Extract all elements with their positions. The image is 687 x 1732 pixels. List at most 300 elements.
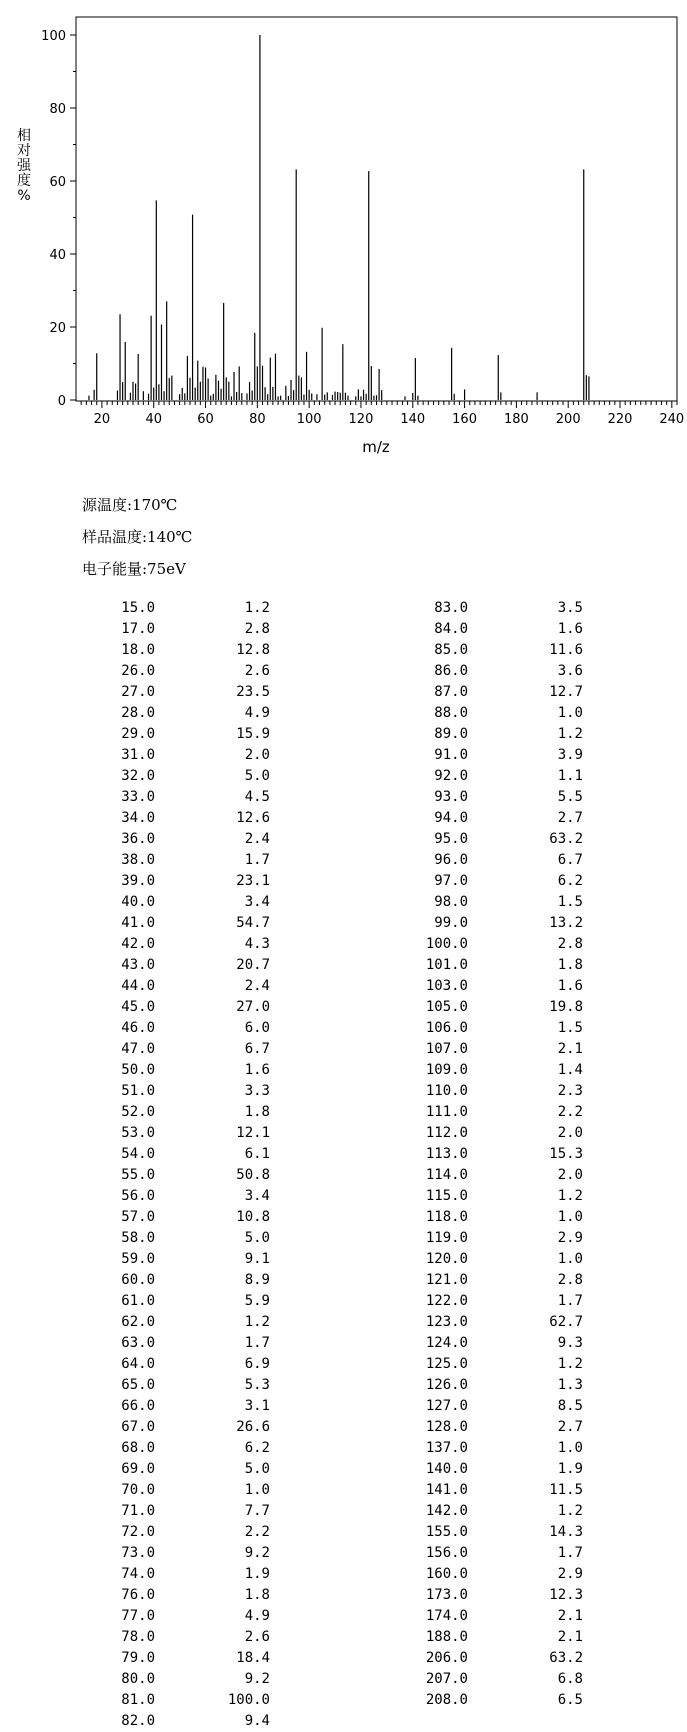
mz-value: 111.0 bbox=[425, 1104, 468, 1120]
mz-value: 18.0 bbox=[121, 642, 155, 658]
abundance-value: 5.9 bbox=[244, 1293, 270, 1309]
mz-value: 79.0 bbox=[121, 1650, 155, 1666]
mz-value: 28.0 bbox=[121, 705, 155, 721]
table-row bbox=[418, 1270, 583, 1291]
table-row bbox=[418, 1543, 583, 1564]
x-tick-label: 80 bbox=[249, 412, 266, 427]
table-row bbox=[105, 1480, 270, 1501]
abundance-value: 11.5 bbox=[549, 1482, 583, 1498]
abundance-value: 1.8 bbox=[244, 1587, 270, 1603]
abundance-value: 1.3 bbox=[557, 1377, 583, 1393]
x-tick-label: 160 bbox=[452, 412, 477, 427]
abundance-value: 4.9 bbox=[244, 1608, 270, 1624]
y-axis-label-char: 相 bbox=[17, 128, 31, 144]
table-row bbox=[418, 1522, 583, 1543]
table-row bbox=[105, 976, 270, 997]
mz-value: 85.0 bbox=[434, 642, 468, 658]
table-row bbox=[418, 997, 583, 1018]
mz-value: 33.0 bbox=[121, 789, 155, 805]
table-row bbox=[418, 1207, 583, 1228]
table-row bbox=[105, 1354, 270, 1375]
table-row bbox=[105, 745, 270, 766]
abundance-value: 50.8 bbox=[236, 1167, 270, 1183]
mz-value: 140.0 bbox=[425, 1461, 468, 1477]
abundance-value: 6.5 bbox=[557, 1692, 583, 1708]
table-row bbox=[418, 1144, 583, 1165]
mz-value: 74.0 bbox=[121, 1566, 155, 1582]
table-row bbox=[105, 1186, 270, 1207]
mz-value: 86.0 bbox=[434, 663, 468, 679]
abundance-value: 2.3 bbox=[557, 1083, 583, 1099]
abundance-value: 1.9 bbox=[244, 1566, 270, 1582]
y-axis-label bbox=[17, 127, 32, 204]
y-tick-label: 80 bbox=[49, 102, 66, 117]
mz-value: 122.0 bbox=[425, 1293, 468, 1309]
table-row bbox=[105, 1207, 270, 1228]
table-row bbox=[418, 1564, 583, 1585]
table-row bbox=[418, 976, 583, 997]
x-tick-label: 240 bbox=[659, 412, 685, 427]
mz-value: 68.0 bbox=[121, 1440, 155, 1456]
table-row bbox=[418, 1417, 583, 1438]
table-row bbox=[418, 1039, 583, 1060]
table-row bbox=[418, 766, 583, 787]
x-tick-label: 40 bbox=[145, 412, 162, 427]
table-row bbox=[105, 1522, 270, 1543]
y-tick-label: 40 bbox=[49, 248, 66, 263]
table-row bbox=[418, 745, 583, 766]
abundance-value: 15.3 bbox=[549, 1146, 583, 1162]
abundance-value: 2.9 bbox=[557, 1230, 583, 1246]
mz-value: 97.0 bbox=[434, 873, 468, 889]
table-row bbox=[105, 598, 270, 619]
abundance-value: 1.9 bbox=[557, 1461, 583, 1477]
table-row bbox=[418, 829, 583, 850]
abundance-value: 3.3 bbox=[244, 1083, 270, 1099]
table-row bbox=[418, 1312, 583, 1333]
mz-value: 208.0 bbox=[425, 1692, 468, 1708]
mz-value: 70.0 bbox=[121, 1482, 155, 1498]
abundance-value: 63.2 bbox=[549, 1650, 583, 1666]
table-row bbox=[105, 640, 270, 661]
abundance-value: 1.0 bbox=[557, 1440, 583, 1456]
abundance-value: 12.3 bbox=[549, 1587, 583, 1603]
mz-value: 82.0 bbox=[121, 1713, 155, 1729]
table-row bbox=[418, 703, 583, 724]
abundance-value: 1.0 bbox=[557, 1209, 583, 1225]
abundance-value: 5.5 bbox=[557, 789, 583, 805]
table-row bbox=[418, 1396, 583, 1417]
abundance-value: 13.2 bbox=[549, 915, 583, 931]
table-row bbox=[418, 598, 583, 619]
x-tick-label: 220 bbox=[607, 412, 633, 427]
mz-value: 67.0 bbox=[121, 1419, 155, 1435]
abundance-value: 2.9 bbox=[557, 1566, 583, 1582]
mz-value: 60.0 bbox=[121, 1272, 155, 1288]
mz-value: 93.0 bbox=[434, 789, 468, 805]
abundance-value: 2.1 bbox=[557, 1629, 583, 1645]
table-row bbox=[105, 1396, 270, 1417]
table-row bbox=[418, 682, 583, 703]
table-row bbox=[418, 1606, 583, 1627]
table-row bbox=[418, 850, 583, 871]
abundance-value: 1.8 bbox=[244, 1104, 270, 1120]
mz-value: 99.0 bbox=[434, 915, 468, 931]
abundance-value: 6.2 bbox=[244, 1440, 270, 1456]
mz-value: 83.0 bbox=[434, 600, 468, 616]
mz-value: 27.0 bbox=[121, 684, 155, 700]
abundance-value: 3.4 bbox=[244, 894, 270, 910]
abundance-value: 2.4 bbox=[244, 978, 270, 994]
abundance-value: 1.7 bbox=[244, 852, 270, 868]
mz-value: 127.0 bbox=[425, 1398, 468, 1414]
abundance-value: 3.1 bbox=[244, 1398, 270, 1414]
mz-value: 142.0 bbox=[425, 1503, 468, 1519]
abundance-value: 20.7 bbox=[236, 957, 270, 973]
mz-value: 87.0 bbox=[434, 684, 468, 700]
table-row bbox=[418, 955, 583, 976]
mz-value: 81.0 bbox=[121, 1692, 155, 1708]
table-row bbox=[105, 1270, 270, 1291]
abundance-value: 5.3 bbox=[244, 1377, 270, 1393]
mz-value: 51.0 bbox=[121, 1083, 155, 1099]
table-row bbox=[105, 1102, 270, 1123]
mz-value: 123.0 bbox=[425, 1314, 468, 1330]
mz-value: 137.0 bbox=[425, 1440, 468, 1456]
abundance-value: 7.7 bbox=[244, 1503, 270, 1519]
table-row bbox=[105, 1459, 270, 1480]
mz-value: 77.0 bbox=[121, 1608, 155, 1624]
abundance-value: 62.7 bbox=[549, 1314, 583, 1330]
mz-value: 59.0 bbox=[121, 1251, 155, 1267]
abundance-value: 6.2 bbox=[557, 873, 583, 889]
table-row bbox=[418, 1585, 583, 1606]
table-row bbox=[105, 808, 270, 829]
abundance-value: 2.8 bbox=[557, 936, 583, 952]
table-row bbox=[418, 808, 583, 829]
table-row bbox=[418, 1165, 583, 1186]
mz-value: 173.0 bbox=[425, 1587, 468, 1603]
table-row bbox=[418, 1501, 583, 1522]
table-row bbox=[105, 1333, 270, 1354]
abundance-value: 1.0 bbox=[244, 1482, 270, 1498]
mz-value: 107.0 bbox=[425, 1041, 468, 1057]
abundance-value: 6.7 bbox=[244, 1041, 270, 1057]
mz-value: 160.0 bbox=[425, 1566, 468, 1582]
mz-value: 52.0 bbox=[121, 1104, 155, 1120]
table-row bbox=[418, 1648, 583, 1669]
abundance-value: 1.0 bbox=[557, 1251, 583, 1267]
abundance-value: 6.8 bbox=[557, 1671, 583, 1687]
abundance-value: 5.0 bbox=[244, 1230, 270, 1246]
table-row bbox=[418, 1291, 583, 1312]
abundance-value: 2.8 bbox=[557, 1272, 583, 1288]
abundance-value: 2.2 bbox=[244, 1524, 270, 1540]
mz-value: 78.0 bbox=[121, 1629, 155, 1645]
table-row bbox=[105, 829, 270, 850]
mz-value: 55.0 bbox=[121, 1167, 155, 1183]
y-axis-label-char: 度 bbox=[17, 173, 31, 189]
table-row bbox=[105, 703, 270, 724]
table-row bbox=[105, 1543, 270, 1564]
mz-value: 44.0 bbox=[121, 978, 155, 994]
table-row bbox=[418, 1102, 583, 1123]
table-row bbox=[418, 1060, 583, 1081]
mz-value: 50.0 bbox=[121, 1062, 155, 1078]
abundance-value: 5.0 bbox=[244, 768, 270, 784]
abundance-value: 5.0 bbox=[244, 1461, 270, 1477]
table-row bbox=[105, 1228, 270, 1249]
y-tick-label: 20 bbox=[49, 321, 66, 336]
mz-value: 207.0 bbox=[425, 1671, 468, 1687]
table-row bbox=[105, 1501, 270, 1522]
mz-value: 100.0 bbox=[425, 936, 468, 952]
mz-value: 53.0 bbox=[121, 1125, 155, 1141]
x-tick-label: 120 bbox=[348, 412, 374, 427]
abundance-value: 11.6 bbox=[549, 642, 583, 658]
abundance-value: 19.8 bbox=[549, 999, 583, 1015]
table-row bbox=[418, 1249, 583, 1270]
abundance-value: 1.1 bbox=[557, 768, 583, 784]
mz-value: 106.0 bbox=[425, 1020, 468, 1036]
table-row bbox=[418, 787, 583, 808]
mz-value: 115.0 bbox=[425, 1188, 468, 1204]
mz-value: 110.0 bbox=[425, 1083, 468, 1099]
mz-value: 114.0 bbox=[425, 1167, 468, 1183]
table-row bbox=[105, 682, 270, 703]
mz-value: 15.0 bbox=[121, 600, 155, 616]
table-row bbox=[418, 913, 583, 934]
abundance-value: 1.2 bbox=[557, 1356, 583, 1372]
abundance-value: 4.5 bbox=[244, 789, 270, 805]
mz-value: 92.0 bbox=[434, 768, 468, 784]
mz-value: 120.0 bbox=[425, 1251, 468, 1267]
abundance-value: 1.8 bbox=[557, 957, 583, 973]
mz-value: 126.0 bbox=[425, 1377, 468, 1393]
source-temperature: 源温度:170℃ bbox=[82, 496, 178, 514]
abundance-value: 18.4 bbox=[236, 1650, 270, 1666]
y-tick-label: 0 bbox=[57, 394, 66, 409]
mz-value: 66.0 bbox=[121, 1398, 155, 1414]
table-row bbox=[105, 1039, 270, 1060]
mz-value: 63.0 bbox=[121, 1335, 155, 1351]
table-row bbox=[418, 619, 583, 640]
table-row bbox=[418, 1669, 583, 1690]
table-row bbox=[105, 955, 270, 976]
abundance-value: 26.6 bbox=[236, 1419, 270, 1435]
abundance-value: 27.0 bbox=[236, 999, 270, 1015]
mz-value: 54.0 bbox=[121, 1146, 155, 1162]
abundance-value: 9.3 bbox=[557, 1335, 583, 1351]
abundance-value: 3.5 bbox=[557, 600, 583, 616]
table-row bbox=[105, 1291, 270, 1312]
abundance-value: 1.6 bbox=[244, 1062, 270, 1078]
abundance-value: 1.5 bbox=[557, 894, 583, 910]
mz-value: 42.0 bbox=[121, 936, 155, 952]
mz-value: 109.0 bbox=[425, 1062, 468, 1078]
mz-value: 121.0 bbox=[425, 1272, 468, 1288]
x-axis-label: m/z bbox=[362, 438, 390, 456]
mz-value: 64.0 bbox=[121, 1356, 155, 1372]
abundance-value: 12.7 bbox=[549, 684, 583, 700]
mz-value: 69.0 bbox=[121, 1461, 155, 1477]
abundance-value: 2.7 bbox=[557, 1419, 583, 1435]
table-row bbox=[105, 1585, 270, 1606]
mz-value: 88.0 bbox=[434, 705, 468, 721]
peak-table-left bbox=[105, 598, 270, 1732]
mz-value: 41.0 bbox=[121, 915, 155, 931]
table-row bbox=[418, 1186, 583, 1207]
table-row bbox=[105, 1438, 270, 1459]
abundance-value: 1.2 bbox=[557, 726, 583, 742]
mz-value: 62.0 bbox=[121, 1314, 155, 1330]
y-axis-label-char: 强 bbox=[17, 158, 31, 174]
mz-value: 61.0 bbox=[121, 1293, 155, 1309]
peak-table-right bbox=[418, 598, 583, 1711]
mass-spectrum-chart bbox=[0, 0, 687, 470]
mz-value: 80.0 bbox=[121, 1671, 155, 1687]
mz-value: 84.0 bbox=[434, 621, 468, 637]
abundance-value: 3.9 bbox=[557, 747, 583, 763]
x-axis-ticks bbox=[81, 401, 684, 427]
mz-value: 45.0 bbox=[121, 999, 155, 1015]
abundance-value: 2.2 bbox=[557, 1104, 583, 1120]
abundance-value: 4.9 bbox=[244, 705, 270, 721]
abundance-value: 1.2 bbox=[244, 1314, 270, 1330]
mz-value: 38.0 bbox=[121, 852, 155, 868]
x-tick-label: 200 bbox=[555, 412, 581, 427]
table-row bbox=[418, 934, 583, 955]
table-row bbox=[105, 619, 270, 640]
mz-value: 29.0 bbox=[121, 726, 155, 742]
table-row bbox=[105, 913, 270, 934]
mz-value: 47.0 bbox=[121, 1041, 155, 1057]
abundance-value: 12.6 bbox=[236, 810, 270, 826]
table-row bbox=[105, 1144, 270, 1165]
table-row bbox=[418, 1018, 583, 1039]
table-row bbox=[105, 766, 270, 787]
abundance-value: 54.7 bbox=[236, 915, 270, 931]
abundance-value: 1.5 bbox=[557, 1020, 583, 1036]
abundance-value: 2.6 bbox=[244, 663, 270, 679]
mz-value: 113.0 bbox=[425, 1146, 468, 1162]
abundance-value: 12.8 bbox=[236, 642, 270, 658]
table-row bbox=[418, 1627, 583, 1648]
mz-value: 125.0 bbox=[425, 1356, 468, 1372]
x-tick-label: 180 bbox=[503, 412, 529, 427]
sample-temperature: 样品温度:140℃ bbox=[82, 528, 193, 546]
x-tick-label: 140 bbox=[400, 412, 426, 427]
table-row bbox=[105, 1564, 270, 1585]
x-tick-label: 20 bbox=[93, 412, 111, 427]
mz-value: 174.0 bbox=[425, 1608, 468, 1624]
table-row bbox=[105, 1249, 270, 1270]
mz-value: 124.0 bbox=[425, 1335, 468, 1351]
x-tick-label: 100 bbox=[296, 412, 322, 427]
abundance-value: 2.6 bbox=[244, 1629, 270, 1645]
abundance-value: 23.1 bbox=[236, 873, 270, 889]
abundance-value: 3.6 bbox=[557, 663, 583, 679]
peak-bars bbox=[89, 35, 589, 400]
table-row bbox=[418, 1354, 583, 1375]
y-axis-label-char: % bbox=[17, 188, 31, 204]
mz-value: 71.0 bbox=[121, 1503, 155, 1519]
electron-energy: 电子能量:75eV bbox=[82, 560, 186, 578]
mz-value: 36.0 bbox=[121, 831, 155, 847]
abundance-value: 6.0 bbox=[244, 1020, 270, 1036]
mz-value: 206.0 bbox=[425, 1650, 468, 1666]
abundance-value: 8.9 bbox=[244, 1272, 270, 1288]
table-row bbox=[418, 1375, 583, 1396]
mz-value: 89.0 bbox=[434, 726, 468, 742]
abundance-value: 6.1 bbox=[244, 1146, 270, 1162]
y-tick-label: 60 bbox=[49, 175, 66, 190]
abundance-value: 9.2 bbox=[244, 1671, 270, 1687]
abundance-value: 2.1 bbox=[557, 1608, 583, 1624]
mz-value: 72.0 bbox=[121, 1524, 155, 1540]
table-row bbox=[105, 1060, 270, 1081]
table-row bbox=[105, 1690, 270, 1711]
table-row bbox=[105, 1081, 270, 1102]
mz-value: 40.0 bbox=[121, 894, 155, 910]
table-row bbox=[105, 1375, 270, 1396]
mz-value: 57.0 bbox=[121, 1209, 155, 1225]
table-row bbox=[418, 1690, 583, 1711]
abundance-value: 1.7 bbox=[244, 1335, 270, 1351]
abundance-value: 23.5 bbox=[236, 684, 270, 700]
mz-value: 155.0 bbox=[425, 1524, 468, 1540]
mz-value: 39.0 bbox=[121, 873, 155, 889]
y-axis-label-char: 对 bbox=[17, 143, 31, 159]
abundance-value: 2.0 bbox=[557, 1167, 583, 1183]
mz-value: 141.0 bbox=[425, 1482, 468, 1498]
y-axis-ticks bbox=[41, 29, 76, 409]
mz-value: 32.0 bbox=[121, 768, 155, 784]
table-row bbox=[105, 871, 270, 892]
table-row bbox=[105, 850, 270, 871]
abundance-value: 1.0 bbox=[557, 705, 583, 721]
mz-value: 56.0 bbox=[121, 1188, 155, 1204]
table-row bbox=[105, 997, 270, 1018]
abundance-value: 1.4 bbox=[557, 1062, 583, 1078]
abundance-value: 1.2 bbox=[557, 1503, 583, 1519]
table-row bbox=[105, 1417, 270, 1438]
abundance-value: 1.7 bbox=[557, 1545, 583, 1561]
mz-value: 96.0 bbox=[434, 852, 468, 868]
table-row bbox=[105, 892, 270, 913]
table-row bbox=[105, 1669, 270, 1690]
abundance-value: 1.7 bbox=[557, 1293, 583, 1309]
mz-value: 105.0 bbox=[425, 999, 468, 1015]
mz-value: 65.0 bbox=[121, 1377, 155, 1393]
mz-value: 95.0 bbox=[434, 831, 468, 847]
table-row bbox=[418, 871, 583, 892]
mz-value: 76.0 bbox=[121, 1587, 155, 1603]
abundance-value: 1.6 bbox=[557, 978, 583, 994]
mz-value: 118.0 bbox=[425, 1209, 468, 1225]
abundance-value: 2.7 bbox=[557, 810, 583, 826]
mz-value: 43.0 bbox=[121, 957, 155, 973]
abundance-value: 3.4 bbox=[244, 1188, 270, 1204]
abundance-value: 6.9 bbox=[244, 1356, 270, 1372]
table-row bbox=[105, 1606, 270, 1627]
table-row bbox=[105, 934, 270, 955]
table-row bbox=[418, 661, 583, 682]
mz-value: 112.0 bbox=[425, 1125, 468, 1141]
table-row bbox=[418, 1459, 583, 1480]
table-row bbox=[418, 892, 583, 913]
table-row bbox=[418, 1228, 583, 1249]
